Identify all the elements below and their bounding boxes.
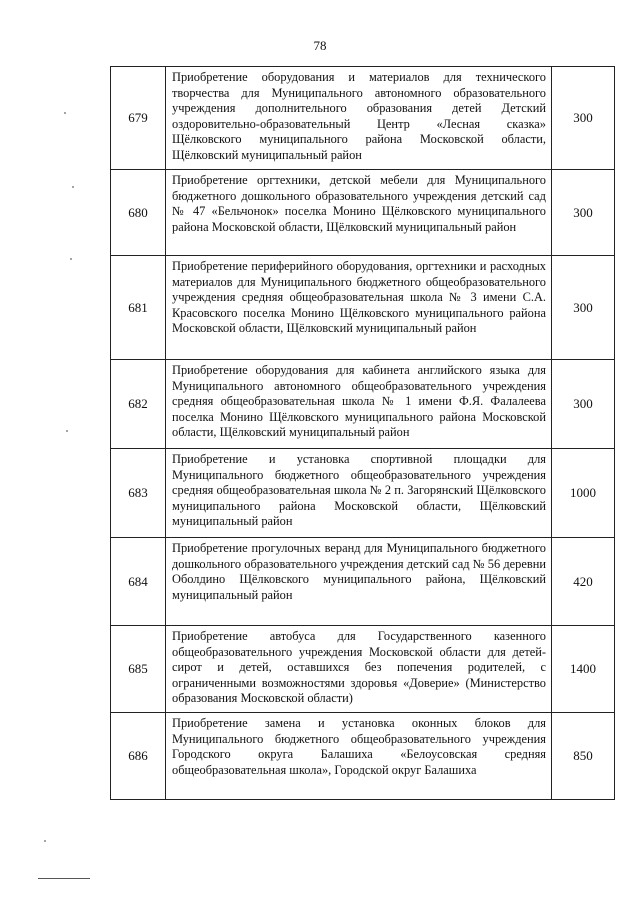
- row-amount: 300: [552, 67, 615, 170]
- row-number: 681: [111, 256, 166, 360]
- table-row: [111, 256, 615, 360]
- row-amount: 300: [552, 256, 615, 360]
- row-number: 685: [111, 626, 166, 713]
- table-row: [111, 449, 615, 538]
- table-row: [111, 713, 615, 800]
- scan-artifact-dot: [66, 430, 68, 432]
- row-amount: 1400: [552, 626, 615, 713]
- scan-artifact-dot: [44, 840, 46, 842]
- row-number: 679: [111, 67, 166, 170]
- table-row: [111, 360, 615, 449]
- table-row: [111, 626, 615, 713]
- table-row: [111, 67, 615, 170]
- appropriations-table: [110, 66, 615, 800]
- page-number: 78: [313, 38, 327, 53]
- scan-artifact-dot: [70, 258, 72, 260]
- row-description: Приобретение прогулочных веранд для Муниципального бюджетного дошкольного образовательного учреждения детский сад № 56 деревни Оболдино Щёлковского муниципального района, Щёлковский муниципальный район: [166, 538, 552, 626]
- row-amount: 300: [552, 170, 615, 256]
- row-description: Приобретение оборудования и материалов для технического творчества для Муниципального автономного образовательного учреждения дополнительного образования детей Детский оздоровительно-образовательный Центр «Лесная сказка» Щёлковского муниципального района Московской области, Щёлковский муниципальный район: [166, 67, 552, 170]
- row-description: Приобретение оборудования для кабинета английского языка для Муниципального автономного общеобразовательного учреждения средняя общеобразовательная школа № 1 имени Ф.Я. Фалалеева поселка Монино Щёлковского муниципального района Московской области, Щёлковский муниципальный район: [166, 360, 552, 449]
- table-row: [111, 538, 615, 626]
- row-number: 680: [111, 170, 166, 256]
- row-description: Приобретение замена и установка оконных блоков для Муниципального бюджетного общеобразовательного учреждения Городского округа Балашиха «Белоусовская средняя общеобразовательная школа», Городской округ Балашиха: [166, 713, 552, 800]
- row-description: Приобретение и установка спортивной площадки для Муниципального бюджетного общеобразовательного учреждения средняя общеобразовательная школа № 2 п. Загорянский Щёлковского муниципального района Московской области, Щёлковский муниципальный район: [166, 449, 552, 538]
- row-description: Приобретение периферийного оборудования, оргтехники и расходных материалов для Муниципального бюджетного общеобразовательного учреждения средняя общеобразовательная школа № 3 имени С.А. Красовского поселка Монино Щёлковского муниципального района Московской области, Щёлковский муниципальный район: [166, 256, 552, 360]
- row-number: 682: [111, 360, 166, 449]
- row-amount: 300: [552, 360, 615, 449]
- table-row: [111, 170, 615, 256]
- row-number: 683: [111, 449, 166, 538]
- row-number: 686: [111, 713, 166, 800]
- row-number: 684: [111, 538, 166, 626]
- row-amount: 420: [552, 538, 615, 626]
- scan-artifact-dot: [64, 112, 66, 114]
- row-description: Приобретение оргтехники, детской мебели для Муниципального бюджетного дошкольного образовательного учреждения детский сад № 47 «Бельчонок» поселка Монино Щёлковского муниципального района Московской области, Щёлковский муниципальный район: [166, 170, 552, 256]
- scan-artifact-dot: [72, 186, 74, 188]
- row-description: Приобретение автобуса для Государственного казенного общеобразовательного учреждения Московской области для детей-сирот и детей, оставшихся без попечения родителей, с ограниченными возможностями здоровья «Доверие» (Министерство образования Московской области): [166, 626, 552, 713]
- row-amount: 1000: [552, 449, 615, 538]
- scan-artifact-line: [38, 878, 90, 879]
- row-amount: 850: [552, 713, 615, 800]
